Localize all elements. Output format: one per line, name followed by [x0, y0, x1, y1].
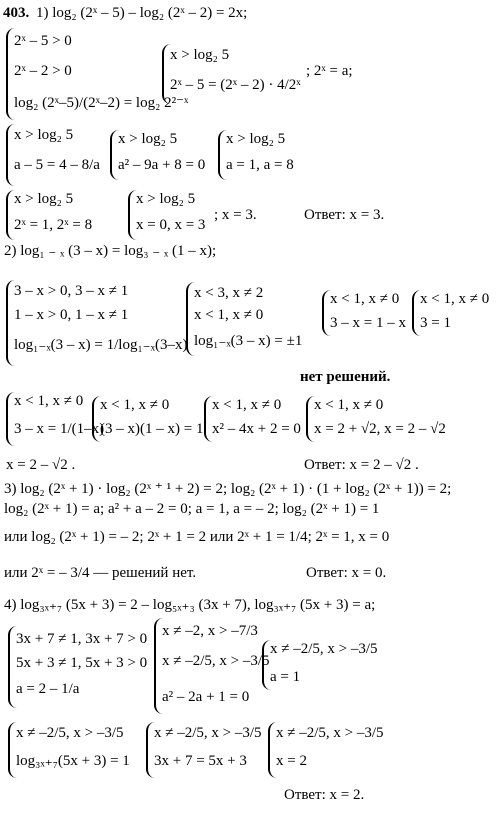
p4-header: 4) log₃ₓ₊₇ (5x + 3) = 2 – log₅ₓ₊₃ (3x + 7), log₃ₓ₊₇ (5x + 3) = a; — [4, 597, 376, 613]
p2-sys-a-row: 3 – x > 0, 3 – x ≠ 1 — [14, 283, 129, 299]
p1-system-g — [128, 190, 226, 240]
p4-sys-f-row: x ≠ –2/5, x > –3/5 — [276, 725, 384, 741]
p2-sys-e-row: 3 – x = 1/(1–x) — [14, 421, 105, 437]
p1-sys-e-row: x > log₂ 5 — [226, 131, 286, 147]
p2-sys-f-row: x < 1, x ≠ 0 — [100, 397, 170, 413]
p4-sys-a-row: 3x + 7 ≠ 1, 3x + 7 > 0 — [16, 631, 148, 647]
p1-substitution: ; 2ˣ = a; — [306, 63, 353, 79]
p2-sys-e-row: x < 1, x ≠ 0 — [14, 393, 84, 409]
p2-system-c — [322, 290, 410, 336]
p1-system-f — [6, 190, 118, 240]
p4-system-f — [268, 722, 384, 778]
p1-sys-g-row: x > log₂ 5 — [136, 191, 196, 207]
p2-sys-g-row: x² – 4x + 2 = 0 — [212, 421, 301, 437]
p4-system-e — [146, 722, 266, 778]
p1-sys-e-row: a = 1, a = 8 — [226, 157, 294, 173]
p4-sys-a-row: 5x + 3 ≠ 1, 5x + 3 > 0 — [16, 655, 148, 671]
p1-sys-b-row: 2ˣ – 5 = (2ˣ – 2) · 4/2ˣ — [170, 77, 301, 93]
p1-sys-g-row: x = 0, x = 3 — [136, 217, 206, 233]
p4-sys-b-row: a² – 2a + 1 = 0 — [162, 689, 250, 705]
p2-system-d — [412, 290, 500, 336]
p4-sys-c-row: a = 1 — [270, 669, 301, 685]
p2-sys-b-row: x < 1, x ≠ 0 — [194, 307, 264, 323]
p2-sys-c-row: x < 1, x ≠ 0 — [330, 291, 400, 307]
p2-system-a — [6, 280, 188, 366]
p1-sys-f-row: x > log₂ 5 — [14, 191, 74, 207]
p4-sys-f-row: x = 2 — [276, 753, 307, 769]
p2-no-solutions: нет решений. — [300, 369, 391, 385]
p1-sys-b-row: x > log₂ 5 — [170, 47, 230, 63]
p2-system-h — [306, 396, 498, 442]
p1-answer: Ответ: x = 3. — [304, 207, 385, 223]
p2-sys-h-row: x < 1, x ≠ 0 — [314, 397, 384, 413]
p4-sys-b-row: x ≠ –2, x > –7/3 — [162, 623, 258, 639]
p3-line-4: или 2ˣ = – 3/4 — решений нет. — [4, 565, 197, 581]
p1-sys-a-row: log₂ (2ˣ–5)/(2ˣ–2) = log₂ 2²⁻ˣ — [14, 95, 189, 111]
p2-system-f — [92, 396, 202, 442]
p4-system-b — [154, 618, 270, 714]
p2-sys-h-row: x = 2 + √2, x = 2 – √2 — [314, 421, 446, 437]
p1-sys-c-row: x > log₂ 5 — [14, 127, 74, 143]
p4-system-c — [262, 640, 378, 690]
problem-number: 403. — [3, 5, 30, 21]
p2-sys-f-row: (3 – x)(1 – x) = 1 — [100, 421, 204, 437]
p1-sys-d-row: x > log₂ 5 — [118, 131, 178, 147]
p1-system-a — [6, 28, 189, 120]
p2-sys-b-row: x < 3, x ≠ 2 — [194, 285, 264, 301]
p4-answer: Ответ: x = 2. — [284, 787, 365, 803]
p1-result: ; x = 3. — [214, 207, 257, 223]
p2-sys-d-row: x < 1, x ≠ 0 — [420, 291, 490, 307]
p1-header: 1) log₂ (2ˣ – 5) – log₂ (2ˣ – 2) = 2x; — [36, 5, 248, 21]
p2-result: x = 2 – √2 . — [6, 457, 76, 473]
p1-system-d — [110, 130, 222, 180]
p1-sys-f-row: 2ˣ = 1, 2ˣ = 8 — [14, 217, 93, 233]
p4-sys-e-row: 3x + 7 = 5x + 3 — [154, 753, 247, 769]
p1-sys-d-row: a² – 9a + 8 = 0 — [118, 157, 206, 173]
p4-sys-a-row: a = 2 – 1/a — [16, 681, 80, 697]
p2-answer: Ответ: x = 2 – √2 . — [304, 457, 419, 473]
p2-header: 2) log₁ ₋ ₓ (3 – x) = log₃ ₋ ₓ (1 – x); — [4, 243, 217, 259]
p1-system-c — [6, 124, 108, 186]
p3-answer: Ответ: x = 0. — [306, 565, 387, 581]
p2-sys-d-row: 3 = 1 — [420, 315, 451, 331]
p1-system-e — [218, 130, 316, 180]
p4-sys-d-row: x ≠ –2/5, x > –3/5 — [16, 725, 124, 741]
p2-system-g — [204, 396, 306, 442]
p3-line-3: или log₂ (2ˣ + 1) = – 2; 2ˣ + 1 = 2 или 2ˣ + 1 = 1/4; 2ˣ = 1, x = 0 — [4, 529, 390, 545]
p4-system-d — [8, 722, 142, 778]
p2-sys-c-row: 3 – x = 1 – x — [330, 315, 406, 331]
p4-sys-e-row: x ≠ –2/5, x > –3/5 — [154, 725, 262, 741]
p2-sys-b-row: log₁₋ₓ(3 – x) = ±1 — [194, 333, 303, 349]
p2-system-e — [6, 392, 105, 446]
p4-sys-b-row: x ≠ –2/5, x > –3/5 — [162, 653, 270, 669]
p1-sys-a-row: 2ˣ – 5 > 0 — [14, 33, 72, 49]
p1-system-b — [162, 44, 314, 104]
p4-system-a — [8, 626, 152, 708]
p3-line-1: 3) log₂ (2ˣ + 1) · log₂ (2ˣ ⁺ ¹ + 2) = 2; log₂ (2ˣ + 1) · (1 + log₂ (2ˣ + 1)) = 2; — [4, 481, 452, 497]
p4-sys-d-row: log₃ₓ₊₇(5x + 3) = 1 — [16, 753, 130, 769]
p3-line-2: log₂ (2ˣ + 1) = a; a² + a – 2 = 0; a = 1, a = – 2; log₂ (2ˣ + 1) = 1 — [4, 501, 380, 517]
p2-sys-a-row: log₁₋ₓ(3 – x) = 1/log₁₋ₓ(3–x) — [14, 337, 188, 353]
p2-system-b — [186, 282, 318, 356]
p2-sys-g-row: x < 1, x ≠ 0 — [212, 397, 282, 413]
p1-sys-a-row: 2ˣ – 2 > 0 — [14, 63, 72, 79]
p4-sys-c-row: x ≠ –2/5, x > –3/5 — [270, 641, 378, 657]
p2-sys-a-row: 1 – x > 0, 1 – x ≠ 1 — [14, 307, 129, 323]
p1-sys-c-row: a – 5 = 4 – 8/a — [14, 157, 100, 173]
